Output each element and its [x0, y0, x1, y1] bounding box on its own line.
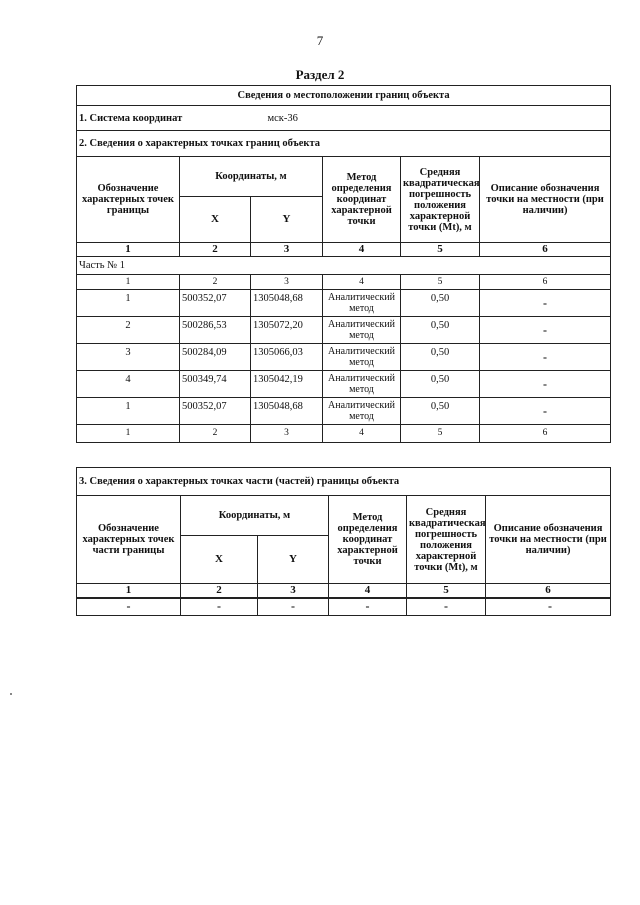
y-coord-cell: 1305048,68	[251, 290, 323, 317]
error-cell: 0,50	[401, 290, 480, 317]
point-number-cell: 2	[77, 317, 180, 344]
x-coord-cell: 500352,07	[180, 290, 251, 317]
sub-col-number: 1	[77, 275, 180, 290]
footer-col-number: 6	[480, 425, 611, 443]
empty-cell: -	[258, 598, 329, 616]
col-y: Y	[251, 197, 323, 243]
sub-col-number: 4	[323, 275, 401, 290]
col-number: 5	[407, 584, 486, 598]
description-cell: -	[480, 290, 611, 317]
method-cell: Аналитический метод	[323, 317, 401, 344]
point-number-cell: 3	[77, 344, 180, 371]
points-body	[77, 290, 611, 425]
y-coord-cell: 1305072,20	[251, 317, 323, 344]
points-heading: 2. Сведения о характерных точках границ объекта	[77, 131, 611, 157]
sub-col-number: 3	[251, 275, 323, 290]
point-number-cell: 1	[77, 290, 180, 317]
empty-cell: -	[181, 598, 258, 616]
footer-col-number: 4	[323, 425, 401, 443]
error-cell: 0,50	[401, 398, 480, 425]
col-number: 4	[323, 243, 401, 257]
col-y: Y	[258, 536, 329, 584]
col-designation: Обозначение характерных точек границы	[77, 157, 180, 243]
footer-col-number: 2	[180, 425, 251, 443]
footer-col-number: 5	[401, 425, 480, 443]
x-coord-cell: 500284,09	[180, 344, 251, 371]
error-cell: 0,50	[401, 371, 480, 398]
boundary-points-table	[76, 85, 611, 443]
y-coord-cell: 1305042,19	[251, 371, 323, 398]
scan-speck	[10, 693, 12, 695]
col-description: Описание обозначения точки на местности (при наличии)	[486, 496, 611, 584]
sub-col-number: 6	[480, 275, 611, 290]
col-method: Метод определения координат характерной точки	[323, 157, 401, 243]
col-number: 1	[77, 584, 181, 598]
section-title: Раздел 2	[295, 67, 345, 82]
location-heading: Сведения о местоположении границ объекта	[77, 86, 611, 106]
point-row	[77, 344, 611, 371]
coord-system-label: 1. Система координат	[79, 112, 183, 124]
point-number-cell: 4	[77, 371, 180, 398]
point-row	[77, 317, 611, 344]
col-number: 6	[480, 243, 611, 257]
col-coords: Координаты, м	[181, 496, 329, 536]
point-row	[77, 290, 611, 317]
col-coords: Координаты, м	[180, 157, 323, 197]
col-number: 2	[181, 584, 258, 598]
boundary-location-block	[76, 85, 610, 443]
col-number: 5	[401, 243, 480, 257]
coord-system-value: мск-36	[267, 112, 298, 124]
y-coord-cell: 1305066,03	[251, 344, 323, 371]
page-number: 7	[316, 33, 324, 48]
col-number: 1	[77, 243, 180, 257]
footer-col-number: 3	[251, 425, 323, 443]
sub-col-number: 5	[401, 275, 480, 290]
point-row	[77, 371, 611, 398]
part-points-block	[76, 467, 610, 616]
col-number: 3	[258, 584, 329, 598]
col-description: Описание обозначения точки на местности (при наличии)	[480, 157, 611, 243]
col-error: Средняя квадратическая погрешность положения характерной точки (Mt), м	[401, 157, 480, 243]
col-number: 3	[251, 243, 323, 257]
empty-cell: -	[329, 598, 407, 616]
footer-col-number: 1	[77, 425, 180, 443]
col-number: 4	[329, 584, 407, 598]
x-coord-cell: 500352,07	[180, 398, 251, 425]
empty-cell: -	[407, 598, 486, 616]
method-cell: Аналитический метод	[323, 290, 401, 317]
description-cell: -	[480, 317, 611, 344]
empty-cell: -	[77, 598, 181, 616]
method-cell: Аналитический метод	[323, 371, 401, 398]
part-points-heading: 3. Сведения о характерных точках части (частей) границы объекта	[77, 468, 611, 496]
x-coord-cell: 500349,74	[180, 371, 251, 398]
error-cell: 0,50	[401, 344, 480, 371]
coord-system-row	[77, 106, 611, 131]
col-designation: Обозначение характерных точек части границы	[77, 496, 181, 584]
x-coord-cell: 500286,53	[180, 317, 251, 344]
description-cell: -	[480, 371, 611, 398]
description-cell: -	[480, 344, 611, 371]
point-number-cell: 1	[77, 398, 180, 425]
method-cell: Аналитический метод	[323, 398, 401, 425]
col-error: Средняя квадратическая погрешность положения характерной точки (Mt), м	[407, 496, 486, 584]
col-number: 6	[486, 584, 611, 598]
col-x: X	[181, 536, 258, 584]
method-cell: Аналитический метод	[323, 344, 401, 371]
part-points-table	[76, 467, 611, 616]
empty-cell: -	[486, 598, 611, 616]
y-coord-cell: 1305048,68	[251, 398, 323, 425]
part-label: Часть № 1	[77, 257, 611, 275]
point-row	[77, 398, 611, 425]
col-x: X	[180, 197, 251, 243]
error-cell: 0,50	[401, 317, 480, 344]
sub-col-number: 2	[180, 275, 251, 290]
description-cell: -	[480, 398, 611, 425]
col-method: Метод определения координат характерной точки	[329, 496, 407, 584]
col-number: 2	[180, 243, 251, 257]
